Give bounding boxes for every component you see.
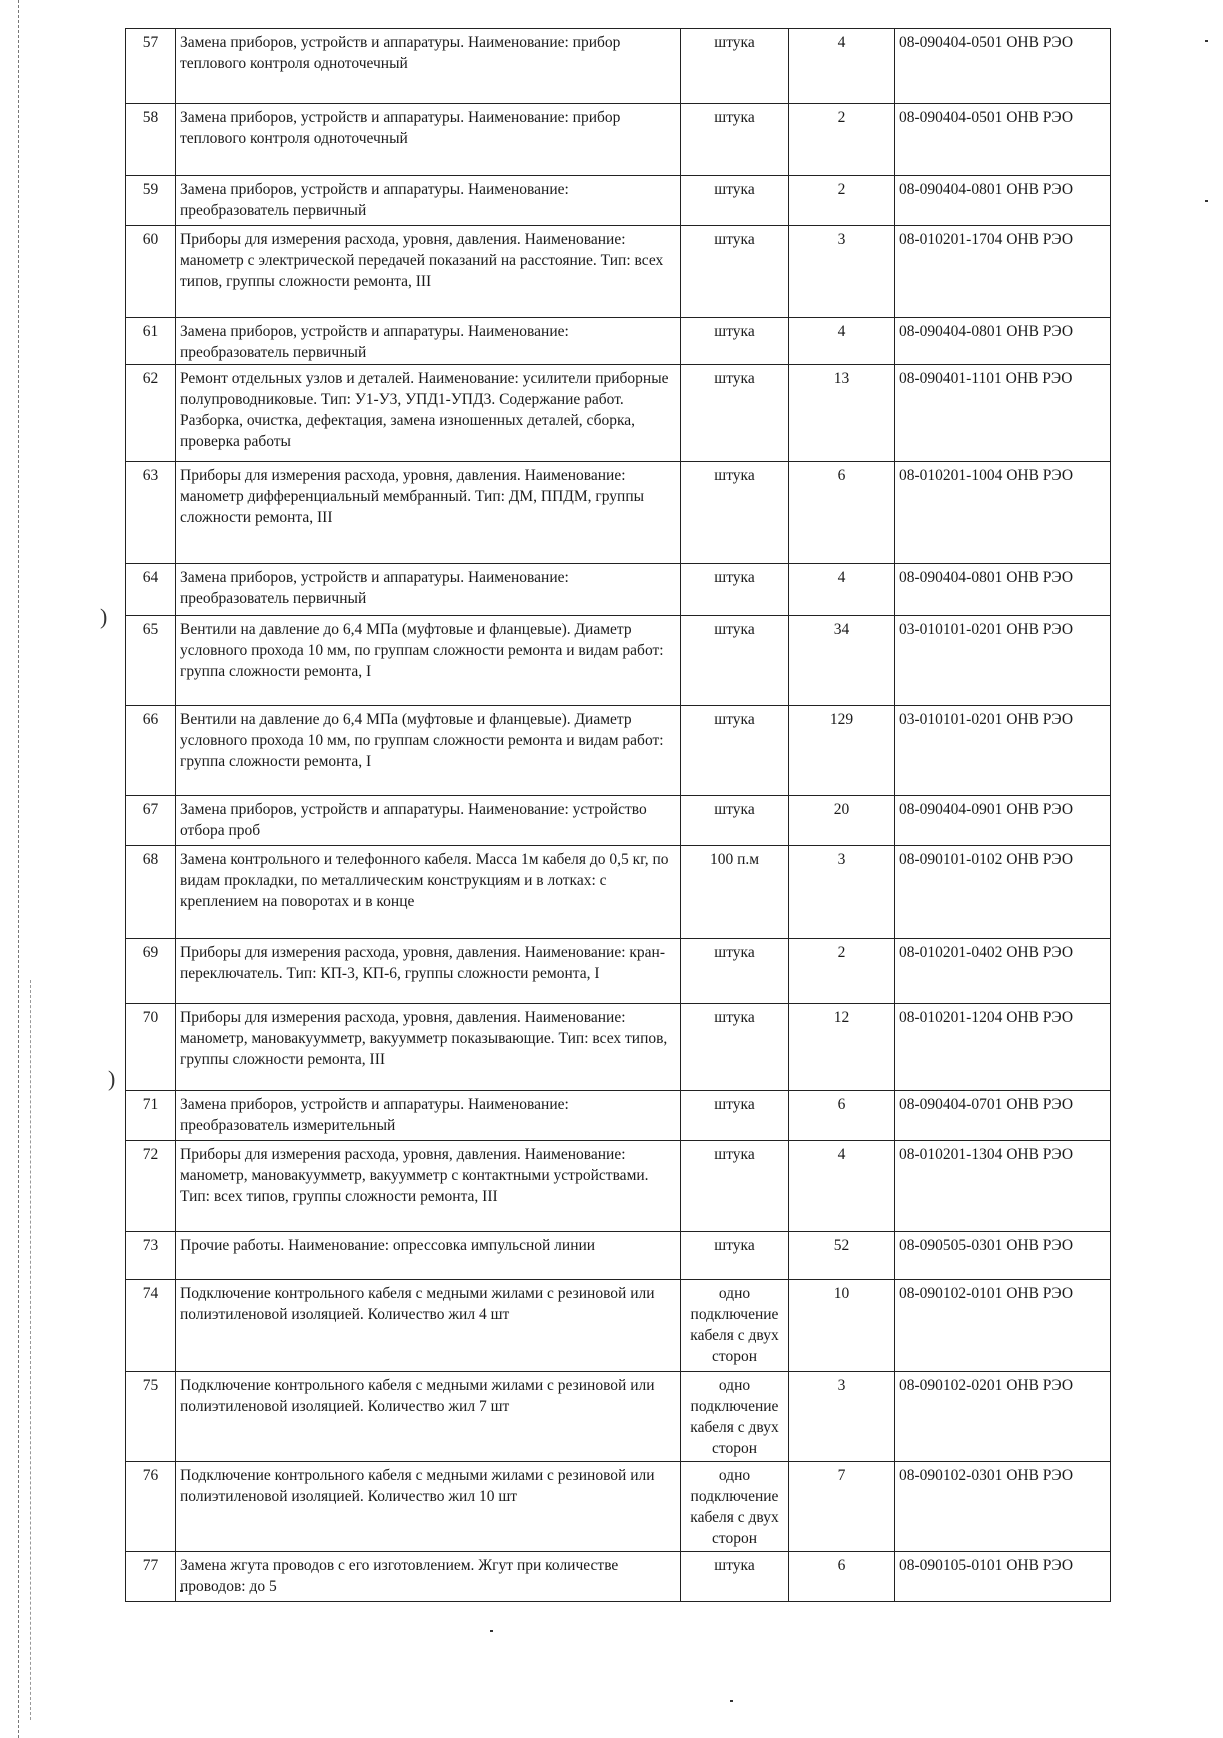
norm-code: 08-010201-1704 ОНВ РЭО: [895, 226, 1111, 318]
quantity: 129: [789, 706, 895, 796]
norm-code: 08-090102-0301 ОНВ РЭО: [895, 1462, 1111, 1552]
work-description: Вентили на давление до 6,4 МПа (муфтовые и фланцевые). Диаметр условного прохода 10 мм, по группам сложности ремонта и видам работ: группа сложности ремонта, I: [176, 616, 681, 706]
work-description: Замена приборов, устройств и аппаратуры. Наименование: преобразователь первичный: [176, 564, 681, 616]
work-description: Замена приборов, устройств и аппаратуры. Наименование: прибор теплового контроля одноточечный: [176, 29, 681, 104]
unit-of-measure: штука: [681, 939, 789, 1004]
row-number: 64: [126, 564, 176, 616]
norm-code: 08-090404-0801 ОНВ РЭО: [895, 564, 1111, 616]
scan-speck: [730, 1700, 733, 1702]
table-row: [126, 939, 1111, 1004]
table-row: [126, 365, 1111, 462]
quantity: 4: [789, 29, 895, 104]
scan-mark: ): [100, 604, 108, 629]
scan-speck: [1205, 40, 1208, 42]
unit-of-measure: штука: [681, 1091, 789, 1141]
norm-code: 08-090404-0801 ОНВ РЭО: [895, 176, 1111, 226]
unit-of-measure: штука: [681, 226, 789, 318]
norm-code: 08-090105-0101 ОНВ РЭО: [895, 1552, 1111, 1602]
table-row: [126, 616, 1111, 706]
row-number: 66: [126, 706, 176, 796]
unit-of-measure: штука: [681, 318, 789, 365]
unit-of-measure: одно подключение кабеля с двух сторон: [681, 1280, 789, 1372]
scan-speck: [1205, 200, 1208, 202]
quantity: 2: [789, 104, 895, 176]
quantity: 6: [789, 462, 895, 564]
work-description: Прочие работы. Наименование: опрессовка импульсной линии: [176, 1232, 681, 1280]
work-description: Замена контрольного и телефонного кабеля. Масса 1м кабеля до 0,5 кг, по видам прокладки, по металлическим конструкциям и в лотках: с креплением на поворотах и в конце: [176, 846, 681, 939]
row-number: 75: [126, 1372, 176, 1462]
norm-code: 08-090404-0701 ОНВ РЭО: [895, 1091, 1111, 1141]
row-number: 69: [126, 939, 176, 1004]
table-row: [126, 462, 1111, 564]
row-number: 59: [126, 176, 176, 226]
row-number: 68: [126, 846, 176, 939]
table-row: [126, 226, 1111, 318]
norm-code: 08-090102-0201 ОНВ РЭО: [895, 1372, 1111, 1462]
quantity: 4: [789, 564, 895, 616]
works-table-body: [126, 29, 1111, 1602]
quantity: 2: [789, 176, 895, 226]
quantity: 3: [789, 226, 895, 318]
quantity: 6: [789, 1552, 895, 1602]
quantity: 6: [789, 1091, 895, 1141]
scan-mark: ): [108, 1066, 116, 1091]
row-number: 67: [126, 796, 176, 846]
quantity: 7: [789, 1462, 895, 1552]
row-number: 70: [126, 1004, 176, 1091]
row-number: 58: [126, 104, 176, 176]
table-row: [126, 1462, 1111, 1552]
norm-code: 08-090505-0301 ОНВ РЭО: [895, 1232, 1111, 1280]
unit-of-measure: штука: [681, 796, 789, 846]
works-table: [125, 28, 1111, 1602]
unit-of-measure: штука: [681, 706, 789, 796]
norm-code: 03-010101-0201 ОНВ РЭО: [895, 616, 1111, 706]
norm-code: 08-090401-1101 ОНВ РЭО: [895, 365, 1111, 462]
row-number: 62: [126, 365, 176, 462]
row-number: 63: [126, 462, 176, 564]
row-number: 72: [126, 1141, 176, 1232]
work-description: Приборы для измерения расхода, уровня, давления. Наименование: манометр, мановакуумметр, вакуумметр показывающие. Тип: всех типов, группы сложности ремонта, III: [176, 1004, 681, 1091]
norm-code: 03-010101-0201 ОНВ РЭО: [895, 706, 1111, 796]
unit-of-measure: штука: [681, 29, 789, 104]
row-number: 71: [126, 1091, 176, 1141]
unit-of-measure: штука: [681, 1232, 789, 1280]
margin-rule: [18, 0, 19, 1738]
norm-code: 08-090404-0901 ОНВ РЭО: [895, 796, 1111, 846]
quantity: 3: [789, 1372, 895, 1462]
work-description: Подключение контрольного кабеля с медными жилами с резиновой или полиэтиленовой изоляцией. Количество жил 7 шт: [176, 1372, 681, 1462]
work-description: Подключение контрольного кабеля с медными жилами с резиновой или полиэтиленовой изоляцией. Количество жил 10 шт: [176, 1462, 681, 1552]
work-description: Приборы для измерения расхода, уровня, давления. Наименование: кран-переключатель. Тип: КП-3, КП-6, группы сложности ремонта, I: [176, 939, 681, 1004]
norm-code: 08-090102-0101 ОНВ РЭО: [895, 1280, 1111, 1372]
work-description: Замена приборов, устройств и аппаратуры. Наименование: преобразователь первичный: [176, 176, 681, 226]
work-description: Приборы для измерения расхода, уровня, давления. Наименование: манометр с электрической передачей показаний на расстояние. Тип: всех типов, группы сложности ремонта, III: [176, 226, 681, 318]
norm-code: 08-090101-0102 ОНВ РЭО: [895, 846, 1111, 939]
work-description: Ремонт отдельных узлов и деталей. Наименование: усилители приборные полупроводниковые. Тип: У1-У3, УПД1-УПД3. Содержание работ. Разборка, очистка, дефектация, замена изношенных деталей, сборка, проверка работы: [176, 365, 681, 462]
row-number: 61: [126, 318, 176, 365]
table-row: [126, 846, 1111, 939]
row-number: 60: [126, 226, 176, 318]
unit-of-measure: 100 п.м: [681, 846, 789, 939]
row-number: 65: [126, 616, 176, 706]
table-row: [126, 796, 1111, 846]
work-description: Приборы для измерения расхода, уровня, давления. Наименование: манометр дифференциальный мембранный. Тип: ДМ, ППДМ, группы сложности ремонта, III: [176, 462, 681, 564]
norm-code: 08-090404-0501 ОНВ РЭО: [895, 29, 1111, 104]
table-row: [126, 1141, 1111, 1232]
work-description: Приборы для измерения расхода, уровня, давления. Наименование: манометр, мановакуумметр, вакуумметр с контактными устройствами. Тип: всех типов, группы сложности ремонта, III: [176, 1141, 681, 1232]
norm-code: 08-010201-1304 ОНВ РЭО: [895, 1141, 1111, 1232]
work-description: Замена приборов, устройств и аппаратуры. Наименование: преобразователь измерительный: [176, 1091, 681, 1141]
unit-of-measure: штука: [681, 564, 789, 616]
quantity: 20: [789, 796, 895, 846]
quantity: 12: [789, 1004, 895, 1091]
quantity: 52: [789, 1232, 895, 1280]
work-description: Подключение контрольного кабеля с медными жилами с резиновой или полиэтиленовой изоляцией. Количество жил 4 шт: [176, 1280, 681, 1372]
table-row: [126, 1232, 1111, 1280]
table-row: [126, 318, 1111, 365]
margin-rule: [30, 980, 31, 1720]
unit-of-measure: штука: [681, 1141, 789, 1232]
unit-of-measure: штука: [681, 104, 789, 176]
norm-code: 08-010201-1204 ОНВ РЭО: [895, 1004, 1111, 1091]
quantity: 13: [789, 365, 895, 462]
quantity: 4: [789, 318, 895, 365]
work-description: Замена приборов, устройств и аппаратуры. Наименование: преобразователь первичный: [176, 318, 681, 365]
unit-of-measure: штука: [681, 462, 789, 564]
quantity: 34: [789, 616, 895, 706]
table-row: [126, 104, 1111, 176]
quantity: 10: [789, 1280, 895, 1372]
table-row: [126, 1004, 1111, 1091]
table-row: [126, 29, 1111, 104]
row-number: 73: [126, 1232, 176, 1280]
row-number: 74: [126, 1280, 176, 1372]
unit-of-measure: штука: [681, 1552, 789, 1602]
work-description: Вентили на давление до 6,4 МПа (муфтовые и фланцевые). Диаметр условного прохода 10 мм, по группам сложности ремонта и видам работ: группа сложности ремонта, I: [176, 706, 681, 796]
work-description: Замена приборов, устройств и аппаратуры. Наименование: прибор теплового контроля одноточечный: [176, 104, 681, 176]
table-row: [126, 1372, 1111, 1462]
work-description: Замена приборов, устройств и аппаратуры. Наименование: устройство отбора проб: [176, 796, 681, 846]
row-number: 76: [126, 1462, 176, 1552]
norm-code: 08-090404-0501 ОНВ РЭО: [895, 104, 1111, 176]
row-number: 77: [126, 1552, 176, 1602]
scan-speck: [490, 1630, 493, 1632]
quantity: 3: [789, 846, 895, 939]
row-number: 57: [126, 29, 176, 104]
work-description: Замена жгута проводов с его изготовлением. Жгут при количестве проводов: до 5: [176, 1552, 681, 1602]
table-row: [126, 706, 1111, 796]
table-row: [126, 1091, 1111, 1141]
norm-code: 08-090404-0801 ОНВ РЭО: [895, 318, 1111, 365]
unit-of-measure: штука: [681, 1004, 789, 1091]
quantity: 4: [789, 1141, 895, 1232]
norm-code: 08-010201-0402 ОНВ РЭО: [895, 939, 1111, 1004]
norm-code: 08-010201-1004 ОНВ РЭО: [895, 462, 1111, 564]
unit-of-measure: штука: [681, 365, 789, 462]
unit-of-measure: одно подключение кабеля с двух сторон: [681, 1372, 789, 1462]
table-row: [126, 1280, 1111, 1372]
unit-of-measure: одно подключение кабеля с двух сторон: [681, 1462, 789, 1552]
table-row: [126, 1552, 1111, 1602]
unit-of-measure: штука: [681, 176, 789, 226]
quantity: 2: [789, 939, 895, 1004]
unit-of-measure: штука: [681, 616, 789, 706]
table-row: [126, 176, 1111, 226]
table-row: [126, 564, 1111, 616]
